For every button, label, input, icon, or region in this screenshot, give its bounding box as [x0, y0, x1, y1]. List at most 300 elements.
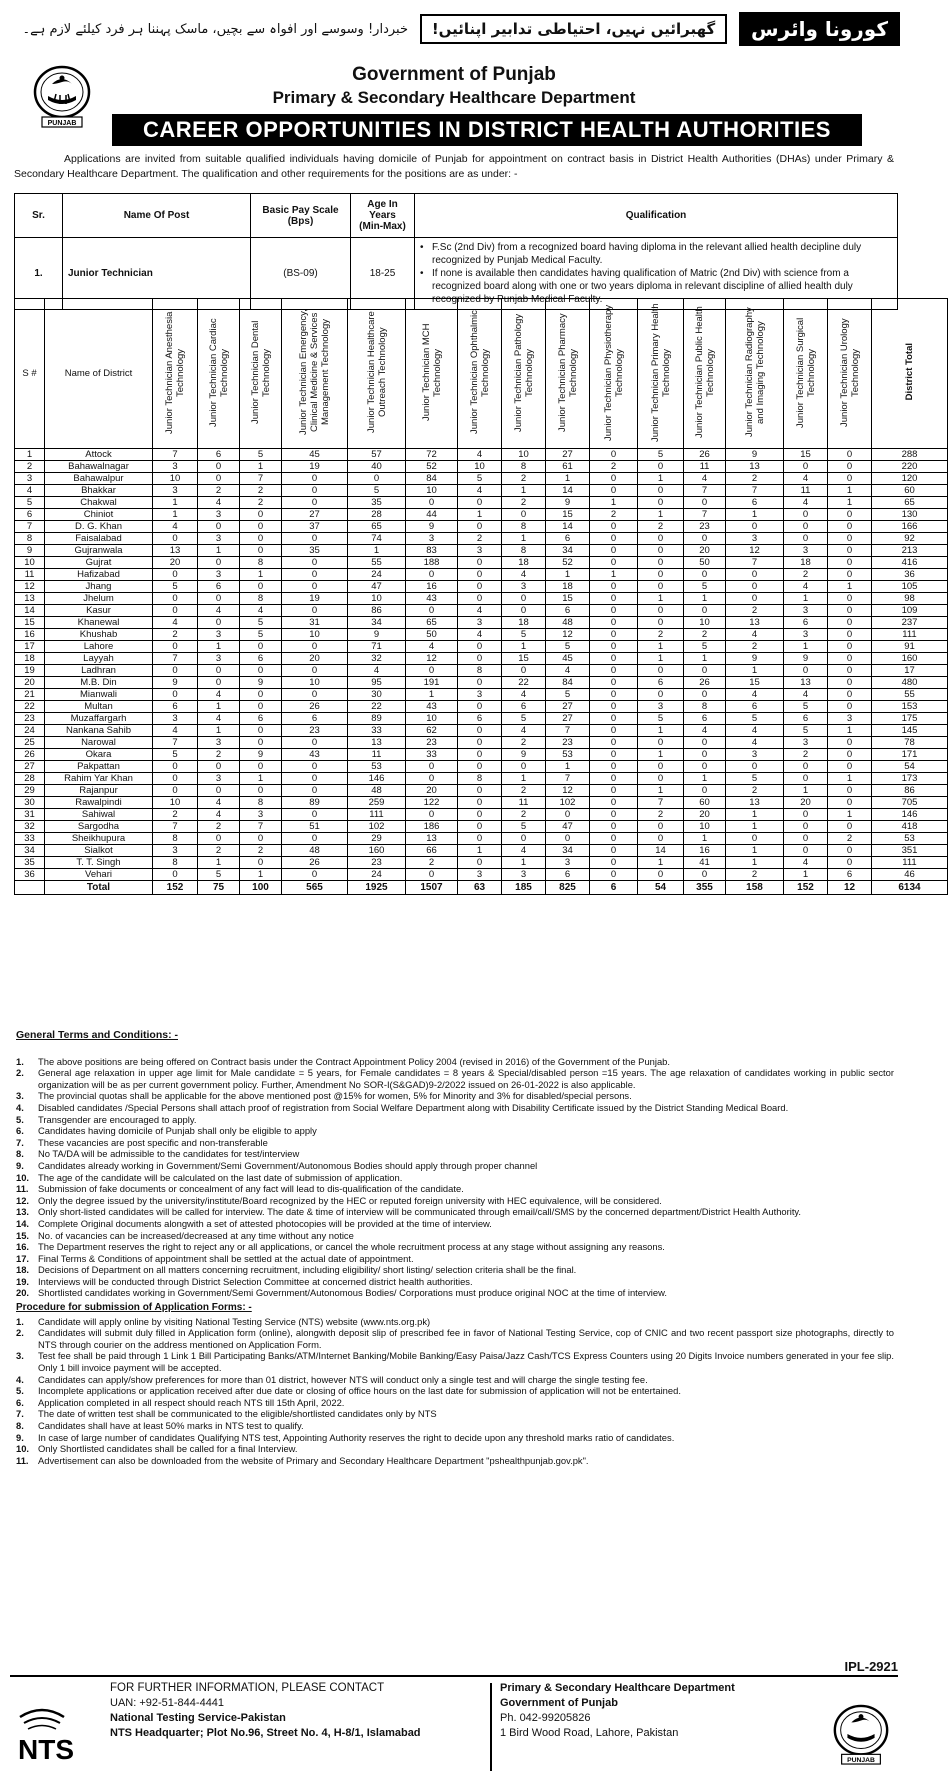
row-value: 6 — [458, 713, 502, 725]
col-post-type — [153, 299, 198, 449]
list-item — [16, 1276, 894, 1288]
row-value: 160 — [348, 845, 406, 857]
list-item — [16, 1408, 894, 1420]
row-value: 7 — [726, 557, 784, 569]
row-value: 16 — [406, 581, 458, 593]
row-total: 288 — [872, 449, 948, 461]
table-row — [15, 773, 948, 785]
list-item — [16, 1195, 894, 1207]
row-value: 12 — [406, 653, 458, 665]
row-value: 7 — [546, 725, 590, 737]
row-value: 9 — [726, 653, 784, 665]
row-value: 0 — [638, 497, 684, 509]
row-total: 153 — [872, 701, 948, 713]
row-value: 0 — [590, 857, 638, 869]
row-value: 7 — [638, 797, 684, 809]
total-blank — [15, 881, 45, 895]
row-sn: 8 — [15, 533, 45, 545]
procedure-list — [16, 1316, 894, 1467]
col-post: Name Of Post — [63, 194, 251, 238]
column-total: 100 — [240, 881, 282, 895]
row-value: 1 — [502, 533, 546, 545]
row-district: Chakwal — [45, 497, 153, 509]
row-value: 20 — [684, 545, 726, 557]
row-value: 0 — [784, 665, 828, 677]
row-value: 30 — [348, 689, 406, 701]
row-value: 111 — [348, 809, 406, 821]
intro-paragraph: Applications are invited from suitable qualified individuals having domicile of Punjab for appointment on contract basis in District Health Authorities (DHAs) under Primary & Secondary Healthcare Department. The qualification and other requirements for the positions are as under: - — [14, 153, 894, 180]
row-value: 1 — [726, 665, 784, 677]
row-sn: 1 — [15, 449, 45, 461]
row-value: 3 — [784, 545, 828, 557]
row-value: 15 — [502, 653, 546, 665]
list-item — [16, 1253, 894, 1265]
row-value: 0 — [784, 845, 828, 857]
post-bps: (BS-09) — [251, 238, 351, 310]
row-value: 0 — [282, 557, 348, 569]
col-post-type — [590, 299, 638, 449]
list-item — [16, 1056, 894, 1068]
col-post-type-label: Junior Technician Pharmacy Technology — [556, 312, 579, 432]
row-total: 166 — [872, 521, 948, 533]
col-bps: Basic Pay Scale (Bps) — [251, 194, 351, 238]
row-value: 2 — [198, 485, 240, 497]
row-sn: 29 — [15, 785, 45, 797]
row-value: 5 — [684, 581, 726, 593]
row-total: 220 — [872, 461, 948, 473]
row-value: 0 — [198, 617, 240, 629]
table-row — [15, 749, 948, 761]
col-post-type-label: Junior Technician Public Health Technology — [693, 306, 716, 438]
row-value: 65 — [348, 521, 406, 533]
column-total: 1925 — [348, 881, 406, 895]
row-district: Kasur — [45, 605, 153, 617]
row-value: 3 — [198, 737, 240, 749]
row-value: 1 — [638, 473, 684, 485]
column-total: 1507 — [406, 881, 458, 895]
row-value: 0 — [828, 785, 872, 797]
contact-label: FOR FURTHER INFORMATION, PLEASE CONTACT — [110, 1682, 385, 1694]
row-total: 46 — [872, 869, 948, 881]
row-value: 28 — [348, 509, 406, 521]
col-post-type — [240, 299, 282, 449]
item-number: 6. — [16, 1125, 24, 1137]
row-district: Attock — [45, 449, 153, 461]
col-district-total-label: District Total — [904, 343, 915, 401]
row-value: 0 — [546, 833, 590, 845]
row-value: 6 — [502, 701, 546, 713]
row-value: 146 — [348, 773, 406, 785]
row-value: 0 — [638, 773, 684, 785]
row-value: 10 — [684, 617, 726, 629]
row-value: 0 — [638, 557, 684, 569]
row-value: 0 — [198, 557, 240, 569]
row-value: 0 — [828, 761, 872, 773]
row-total: 130 — [872, 509, 948, 521]
row-value: 6 — [638, 677, 684, 689]
item-number: 8. — [16, 1420, 24, 1431]
post-name: Junior Technician — [63, 238, 251, 310]
row-value: 0 — [590, 809, 638, 821]
row-value: 24 — [348, 569, 406, 581]
footer-gov: Government of Punjab — [500, 1697, 618, 1709]
department-title: Primary & Secondary Healthcare Department — [272, 88, 636, 107]
row-total: 54 — [872, 761, 948, 773]
row-value: 0 — [726, 761, 784, 773]
row-value: 3 — [502, 581, 546, 593]
district-table-total-row — [15, 881, 948, 895]
row-total: 105 — [872, 581, 948, 593]
row-value: 1 — [638, 593, 684, 605]
row-value: 191 — [406, 677, 458, 689]
row-value: 4 — [784, 581, 828, 593]
row-district: Jhelum — [45, 593, 153, 605]
row-sn: 24 — [15, 725, 45, 737]
row-value: 4 — [726, 629, 784, 641]
row-value: 72 — [406, 449, 458, 461]
row-value: 6 — [240, 713, 282, 725]
row-value: 1 — [726, 809, 784, 821]
row-value: 0 — [198, 473, 240, 485]
row-value: 1 — [502, 485, 546, 497]
row-value: 84 — [546, 677, 590, 689]
row-value: 11 — [502, 797, 546, 809]
post-age: 18-25 — [351, 238, 415, 310]
list-item — [16, 1102, 894, 1114]
row-value: 23 — [406, 737, 458, 749]
row-value: 53 — [546, 749, 590, 761]
row-value: 3 — [198, 569, 240, 581]
row-value: 0 — [282, 533, 348, 545]
row-value: 4 — [726, 689, 784, 701]
row-value: 0 — [406, 569, 458, 581]
row-value: 0 — [502, 761, 546, 773]
row-total: 418 — [872, 821, 948, 833]
row-value: 1 — [240, 869, 282, 881]
terms-heading: General Terms and Conditions: - — [16, 1029, 178, 1041]
row-value: 27 — [546, 449, 590, 461]
row-value: 0 — [458, 833, 502, 845]
item-text: Disabled candidates /Special Persons shall attach proof of registration from Social Welfare Department along with Disability Certificate issued by the District Standing Medical Board. — [38, 1101, 789, 1113]
row-value: 62 — [406, 725, 458, 737]
row-value: 0 — [638, 737, 684, 749]
row-sn: 17 — [15, 641, 45, 653]
row-value: 0 — [458, 749, 502, 761]
emblem-label: PUNJAB — [47, 120, 77, 127]
row-value: 0 — [590, 653, 638, 665]
row-sn: 20 — [15, 677, 45, 689]
row-value: 0 — [240, 857, 282, 869]
list-item — [16, 1385, 894, 1397]
row-value: 1 — [502, 857, 546, 869]
item-number: 2. — [16, 1327, 24, 1339]
table-row — [15, 557, 948, 569]
row-value: 26 — [282, 701, 348, 713]
row-value: 48 — [348, 785, 406, 797]
row-value: 0 — [282, 473, 348, 485]
row-value: 0 — [684, 869, 726, 881]
row-value: 0 — [240, 533, 282, 545]
row-value: 9 — [406, 521, 458, 533]
list-item — [16, 1264, 894, 1276]
row-value: 3 — [784, 737, 828, 749]
row-value: 0 — [282, 785, 348, 797]
table-row — [15, 461, 948, 473]
row-value: 0 — [590, 833, 638, 845]
row-value: 52 — [546, 557, 590, 569]
row-value: 0 — [153, 761, 198, 773]
row-value: 0 — [198, 761, 240, 773]
row-value: 6 — [198, 449, 240, 461]
row-value: 13 — [784, 677, 828, 689]
row-value: 0 — [828, 701, 872, 713]
row-value: 1 — [638, 857, 684, 869]
item-number: 7. — [16, 1408, 24, 1420]
row-value: 5 — [502, 713, 546, 725]
row-sn: 31 — [15, 809, 45, 821]
row-value: 1 — [240, 461, 282, 473]
list-item — [16, 1148, 894, 1160]
row-value: 4 — [240, 605, 282, 617]
row-value: 60 — [684, 797, 726, 809]
row-value: 18 — [502, 617, 546, 629]
col-post-type-label: Junior Technician Radiography and Imaging Technology — [743, 307, 766, 437]
row-value: 47 — [546, 821, 590, 833]
row-value: 2 — [638, 521, 684, 533]
col-post-type-label: Junior Technician Pathology Technology — [512, 312, 535, 432]
row-sn: 23 — [15, 713, 45, 725]
row-total: 146 — [872, 809, 948, 821]
row-value: 0 — [590, 593, 638, 605]
row-district: Okara — [45, 749, 153, 761]
row-sn: 14 — [15, 605, 45, 617]
table-row — [15, 545, 948, 557]
row-value: 1 — [198, 641, 240, 653]
row-value: 1 — [784, 785, 828, 797]
table-row — [15, 617, 948, 629]
list-item — [16, 1455, 894, 1467]
item-text: The Department reserves the right to reject any or all applications, or cancel the whole recruitment process at any stage without assigning any reasons. — [38, 1241, 665, 1253]
table-row — [15, 737, 948, 749]
row-value: 0 — [590, 557, 638, 569]
row-value: 2 — [502, 497, 546, 509]
row-value: 0 — [684, 569, 726, 581]
row-sn: 36 — [15, 869, 45, 881]
row-sn: 10 — [15, 557, 45, 569]
row-value: 35 — [348, 497, 406, 509]
post-sr: 1. — [15, 238, 63, 310]
row-sn: 12 — [15, 581, 45, 593]
row-value: 0 — [406, 605, 458, 617]
row-value: 2 — [726, 785, 784, 797]
row-value: 5 — [458, 473, 502, 485]
row-district: Mianwali — [45, 689, 153, 701]
row-value: 4 — [684, 473, 726, 485]
row-value: 3 — [828, 713, 872, 725]
row-value: 2 — [198, 821, 240, 833]
row-value: 26 — [684, 677, 726, 689]
row-value: 0 — [240, 761, 282, 773]
row-total: 120 — [872, 473, 948, 485]
row-value: 20 — [153, 557, 198, 569]
item-text: Final Terms & Conditions of appointment shall be settled at the actual date of appointment. — [38, 1252, 414, 1264]
row-value: 26 — [684, 449, 726, 461]
row-value: 0 — [240, 701, 282, 713]
terms-section — [16, 1030, 894, 1466]
row-district: Bhakkar — [45, 485, 153, 497]
row-value: 0 — [458, 581, 502, 593]
table-row — [15, 665, 948, 677]
item-text: In case of large number of candidates Qualifying NTS test, Appointing Authority reserves the right to decide upon any threshold marks ratio of candidates. — [38, 1431, 675, 1443]
row-value: 4 — [784, 497, 828, 509]
col-sr: Sr. — [15, 194, 63, 238]
row-district: Multan — [45, 701, 153, 713]
table-row — [15, 533, 948, 545]
row-sn: 15 — [15, 617, 45, 629]
row-value: 1 — [153, 509, 198, 521]
row-value: 52 — [406, 461, 458, 473]
item-number: 8. — [16, 1148, 24, 1160]
row-value: 10 — [458, 461, 502, 473]
table-row — [15, 785, 948, 797]
row-value: 0 — [282, 569, 348, 581]
row-value: 10 — [153, 473, 198, 485]
row-value: 0 — [240, 641, 282, 653]
row-value: 0 — [784, 821, 828, 833]
row-district: Vehari — [45, 869, 153, 881]
row-sn: 35 — [15, 857, 45, 869]
nts-address: NTS Headquarter; Plot No.96, Street No. 4, H-8/1, Islamabad — [110, 1727, 421, 1739]
row-value: 0 — [240, 581, 282, 593]
row-district: Sahiwal — [45, 809, 153, 821]
row-value: 0 — [590, 665, 638, 677]
row-value: 7 — [153, 821, 198, 833]
row-value: 10 — [684, 821, 726, 833]
row-value: 0 — [684, 497, 726, 509]
row-value: 6 — [726, 701, 784, 713]
row-value: 1 — [240, 569, 282, 581]
row-sn: 32 — [15, 821, 45, 833]
row-value: 9 — [240, 749, 282, 761]
row-sn: 34 — [15, 845, 45, 857]
row-value: 6 — [546, 533, 590, 545]
item-number: 3. — [16, 1090, 24, 1102]
row-value: 23 — [348, 857, 406, 869]
row-value: 13 — [726, 617, 784, 629]
row-value: 2 — [684, 629, 726, 641]
row-value: 45 — [282, 449, 348, 461]
row-value: 4 — [198, 605, 240, 617]
column-total: 152 — [784, 881, 828, 895]
row-value: 0 — [638, 689, 684, 701]
row-value: 8 — [502, 521, 546, 533]
row-sn: 26 — [15, 749, 45, 761]
post-table-header — [15, 194, 898, 238]
row-value: 0 — [590, 677, 638, 689]
emblem-label: PUNJAB — [847, 1757, 875, 1765]
row-value: 0 — [590, 701, 638, 713]
row-value: 48 — [282, 845, 348, 857]
row-sn: 4 — [15, 485, 45, 497]
row-value: 3 — [153, 713, 198, 725]
list-item — [16, 1218, 894, 1230]
row-district: Hafizabad — [45, 569, 153, 581]
row-value: 4 — [153, 521, 198, 533]
col-post-type — [348, 299, 406, 449]
row-district: Faisalabad — [45, 533, 153, 545]
row-value: 10 — [406, 713, 458, 725]
row-value: 0 — [590, 605, 638, 617]
row-value: 3 — [240, 809, 282, 821]
item-text: Candidates having domicile of Punjab shall only be eligible to apply — [38, 1125, 317, 1137]
table-row — [15, 473, 948, 485]
row-value: 0 — [590, 641, 638, 653]
row-sn: 30 — [15, 797, 45, 809]
row-district: Ladhran — [45, 665, 153, 677]
row-value: 12 — [726, 545, 784, 557]
row-value: 2 — [784, 749, 828, 761]
item-number: 19. — [16, 1275, 30, 1287]
row-value: 13 — [726, 461, 784, 473]
row-value: 4 — [458, 605, 502, 617]
row-value: 13 — [726, 797, 784, 809]
row-value: 0 — [590, 785, 638, 797]
row-value: 4 — [502, 569, 546, 581]
row-value: 0 — [684, 689, 726, 701]
row-value: 0 — [240, 725, 282, 737]
row-value: 0 — [153, 605, 198, 617]
row-value: 4 — [198, 713, 240, 725]
row-value: 34 — [348, 617, 406, 629]
procedure-heading: Procedure for submission of Application Forms: - — [16, 1302, 252, 1314]
item-text: The provincial quotas shall be applicable for the above mentioned post @15% for women, 5% for Minority and 3% for disabled/special persons. — [38, 1090, 632, 1102]
row-value: 50 — [684, 557, 726, 569]
row-value: 0 — [828, 473, 872, 485]
col-age: Age In Years (Min-Max) — [351, 194, 415, 238]
row-value: 0 — [784, 833, 828, 845]
row-value: 1 — [726, 845, 784, 857]
row-total: 145 — [872, 725, 948, 737]
row-value: 0 — [828, 689, 872, 701]
row-value: 1 — [638, 509, 684, 521]
col-post-type-label: Junior Technician Urology Technology — [838, 317, 861, 427]
row-value: 61 — [546, 461, 590, 473]
row-value: 13 — [406, 833, 458, 845]
item-number: 17. — [16, 1252, 30, 1264]
row-total: 175 — [872, 713, 948, 725]
row-value: 0 — [282, 605, 348, 617]
row-value: 0 — [684, 761, 726, 773]
row-value: 1 — [153, 497, 198, 509]
row-value: 11 — [684, 461, 726, 473]
row-value: 4 — [153, 725, 198, 737]
row-value: 65 — [406, 617, 458, 629]
row-value: 0 — [153, 641, 198, 653]
item-text: Application completed in all respect should reach NTS till 15th April, 2022. — [38, 1396, 345, 1408]
row-value: 1 — [828, 725, 872, 737]
row-district: T. T. Singh — [45, 857, 153, 869]
row-value: 188 — [406, 557, 458, 569]
row-value: 0 — [502, 593, 546, 605]
row-value: 1 — [406, 689, 458, 701]
row-value: 6 — [546, 605, 590, 617]
table-row — [15, 689, 948, 701]
row-value: 0 — [590, 629, 638, 641]
row-value: 0 — [458, 701, 502, 713]
row-value: 50 — [406, 629, 458, 641]
row-value: 29 — [348, 833, 406, 845]
row-value: 0 — [828, 653, 872, 665]
